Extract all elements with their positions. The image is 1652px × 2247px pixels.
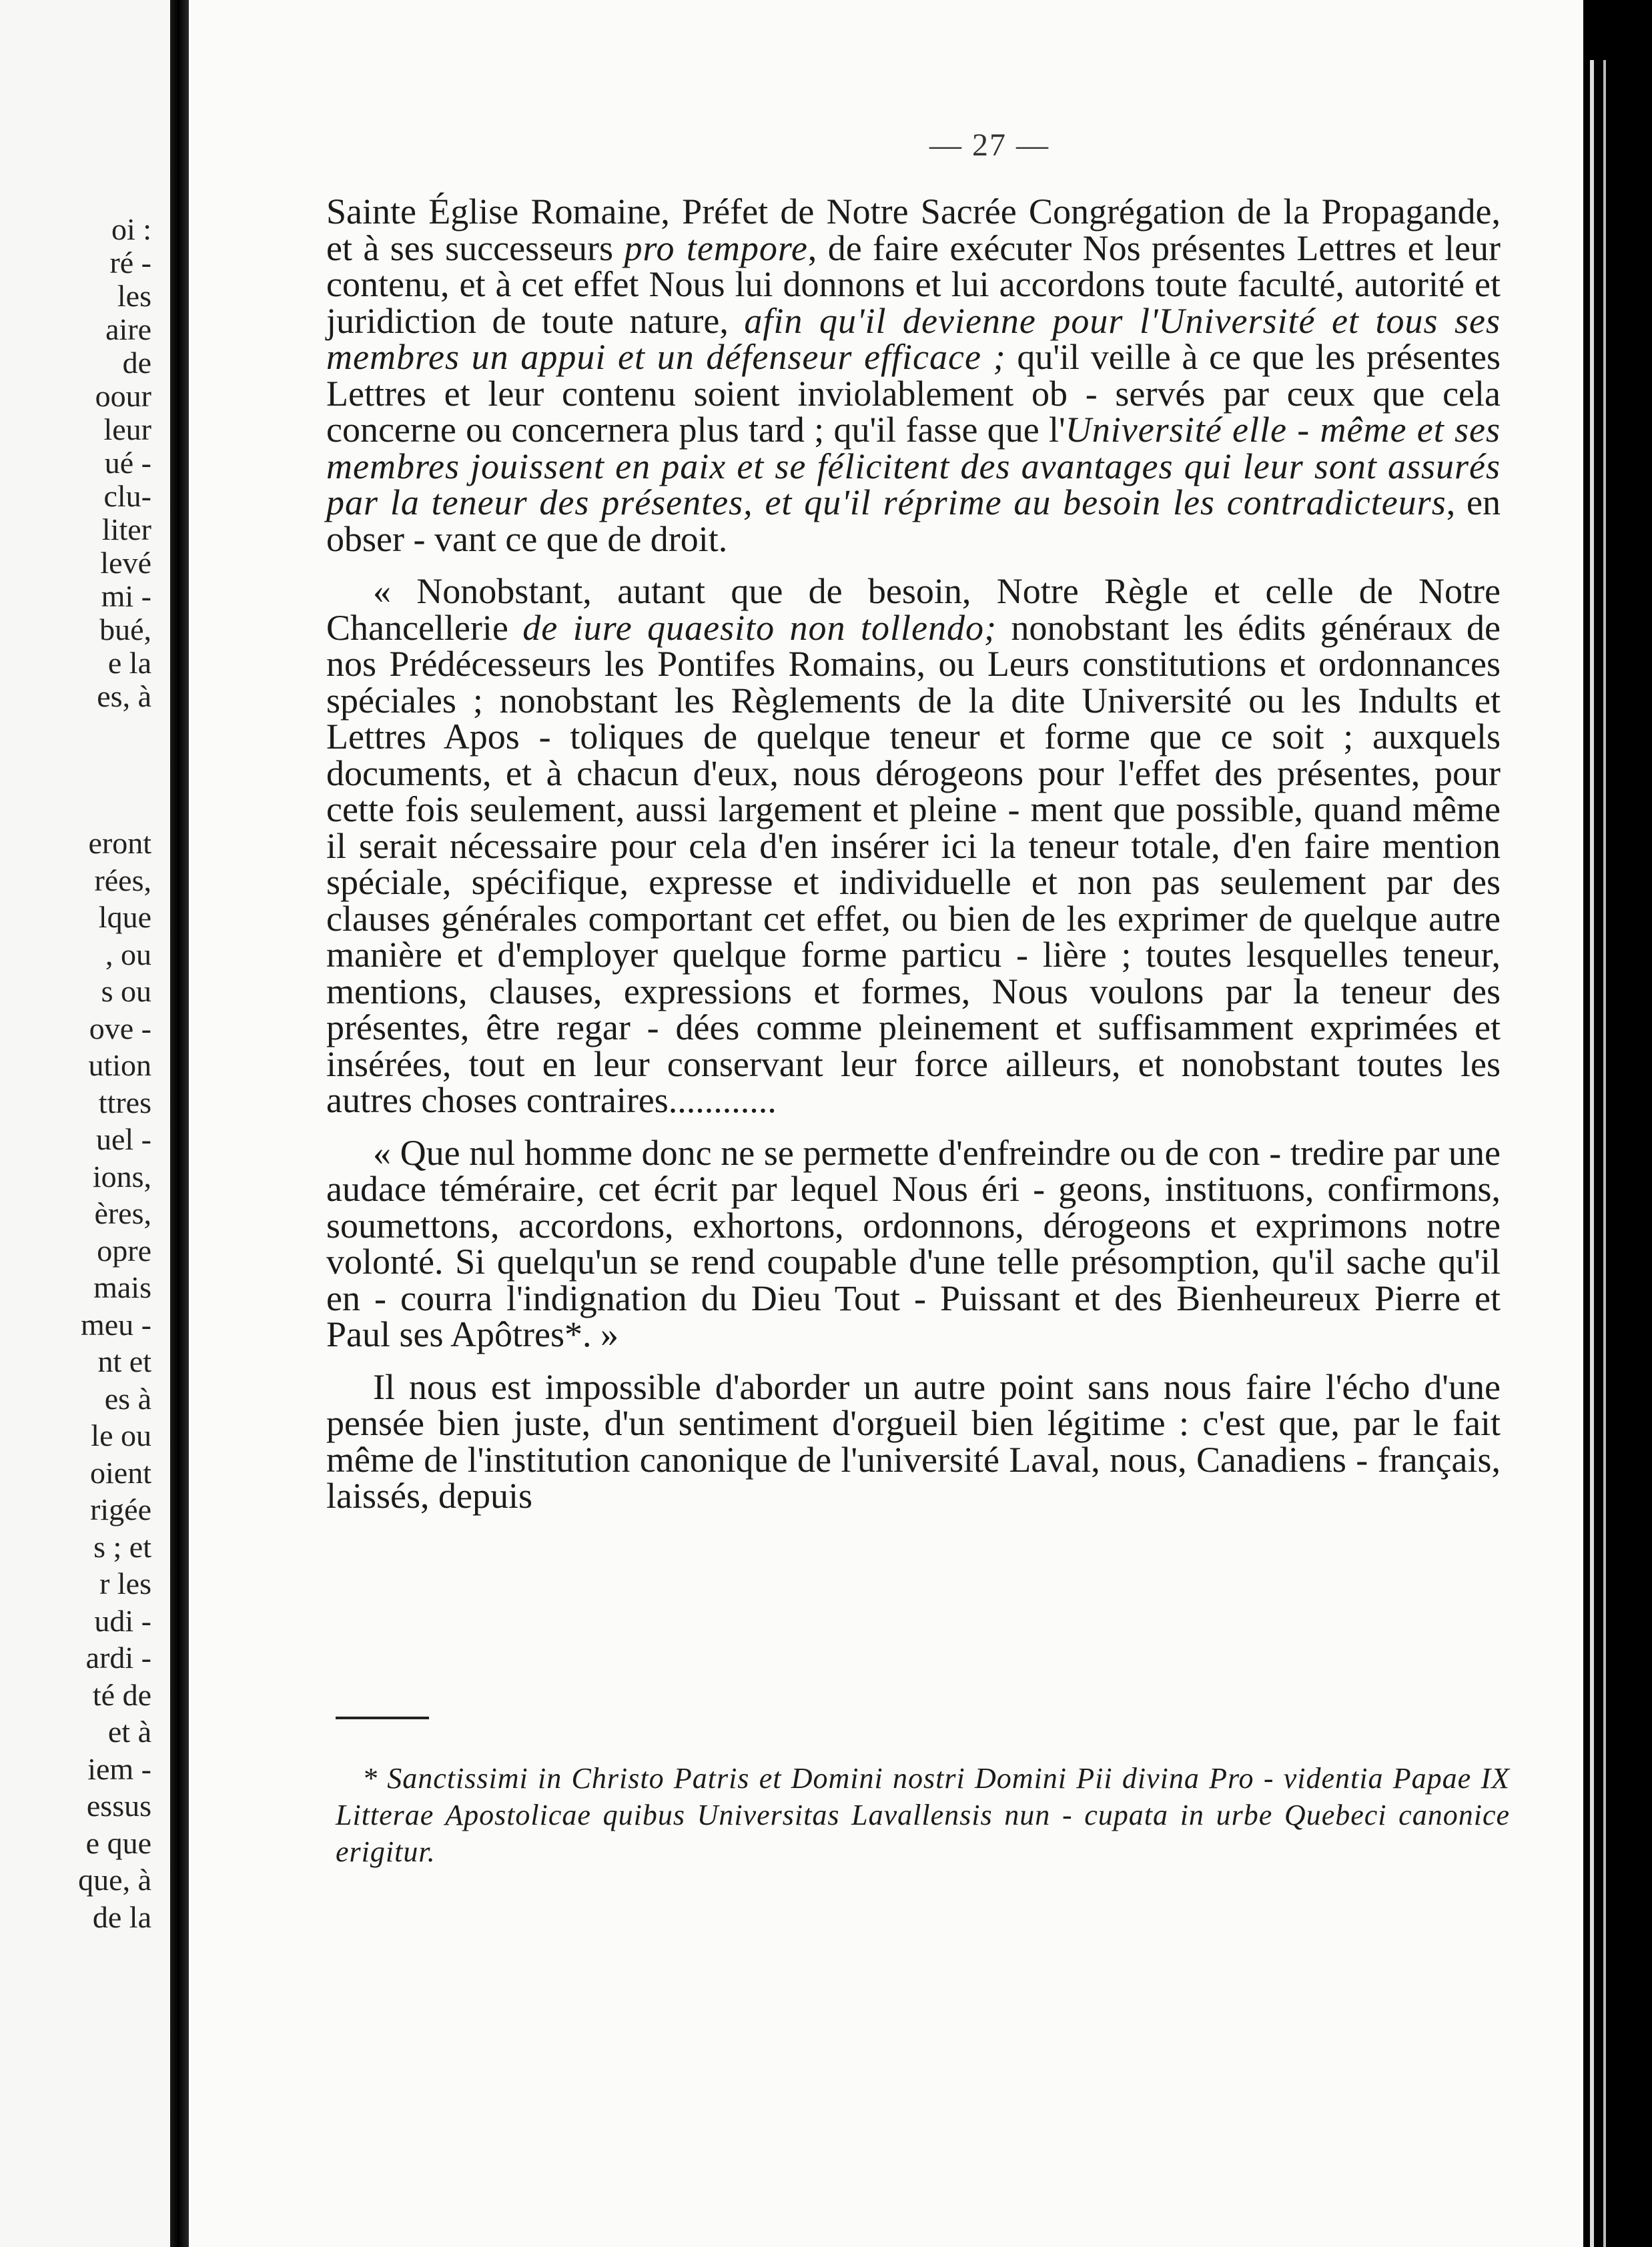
- left-page-fragment: aire: [105, 312, 151, 346]
- left-page-fragment: les: [117, 279, 151, 313]
- left-page-fragment: meu -: [80, 1307, 151, 1342]
- left-page-fragment: ution: [88, 1048, 151, 1082]
- left-page-fragment: ères,: [94, 1196, 151, 1230]
- italic-run: afin qu'il devienne pour l'Université et tous ses membres un appui et un défenseur efficace ;: [326, 300, 1501, 377]
- left-page-fragment: mi -: [101, 579, 151, 613]
- text-run: Il nous est impossible d'aborder un autre point sans nous faire l'écho d'une pensée bien juste, d'un sentiment d'orgueil bien légitime : c'est que, par le fait même de l'institution canonique de l'université Laval, nous, Canadiens - français, laissés, depuis: [326, 1366, 1501, 1516]
- italic-run: Université elle - même et ses membres jouissent en paix et se félicitent des avantages qui leur sont assurés par la teneur des présentes, et qu'il réprime au besoin les contradicteurs: [326, 410, 1501, 522]
- left-page-fragment: s ; et: [93, 1529, 151, 1564]
- left-page-fragment: es à: [104, 1381, 151, 1416]
- main-page: [189, 0, 1583, 2247]
- left-page-fragment: eront: [88, 826, 151, 860]
- book-edge: [1583, 0, 1652, 2247]
- left-page-fragment: bué,: [99, 612, 151, 646]
- left-page-fragment: leur: [103, 412, 151, 446]
- left-page-fragment: iem -: [87, 1751, 151, 1786]
- paragraph: [326, 1366, 1501, 1516]
- italic-run: pro tempore: [624, 228, 808, 268]
- text-run: « Que nul homme donc ne se permette d'enfreindre ou de con - tredire par une audace téméraire, cet écrit par lequel Nous éri - geons, instituons, confirmons, soumettons, accordons, exhortons, ordonnons, dérogeons et exprimons notre volonté. Si quelqu'un se rend coupable d'une telle présomption, qu'il sache qu'il en - courra l'indignation du Dieu Tout - Puissant et des Bienheureux Pierre et Paul ses Apôtres*. »: [326, 1132, 1501, 1354]
- text-run: , en obser - vant ce que de droit.: [326, 482, 1501, 559]
- left-page-fragment: que, à: [78, 1863, 151, 1897]
- left-page-fragment: le ou: [91, 1418, 151, 1452]
- left-page-fragment: rigée: [90, 1492, 151, 1526]
- left-page-fragment: r les: [99, 1566, 151, 1601]
- left-page-fragment: lque: [98, 900, 151, 934]
- left-page-fragment: clu-: [103, 479, 151, 513]
- text-run: nonobstant les édits généraux de nos Prédécesseurs les Pontifes Romains, ou Leurs constitutions et ordonnances spéciales ; nonobstant les Règlements de la dite Université ou les Indults et Lettres Apos - toliques de quelque teneur et forme que ce soit ; auxquels documents, et à chacun d'eux, nous dérogeons pour l'effet des présentes, pour cette fois seulement, aussi largement et pleine - ment que possible, quand même il serait nécessaire pour cela d'en insérer ici la teneur totale, d'en faire mention spéciale, spécifique, expresse et individuelle et non pas seulement par des clauses générales comportant cet effet, ou bien de les exprimer de quelque autre manière et d'employer quelque forme particu - lière ; toutes lesquelles teneur, mentions, clauses, expressions et formes, Nous voulons par la teneur des présentes, être regar - dées comme pleinement et suffisamment exprimées et insérées, tout en leur conservant leur force ailleurs, et nonobstant toutes les autres choses contraires............: [326, 607, 1501, 1120]
- page-edge-stripe: [1590, 60, 1594, 2247]
- left-page-fragment: liter: [101, 512, 151, 546]
- left-page-fragment: opre: [97, 1233, 151, 1268]
- footnote-rule: [336, 1717, 429, 1719]
- left-page-fragment: ardi -: [85, 1641, 151, 1675]
- left-page-fragment: , ou: [105, 937, 151, 971]
- text-run: « Nonobstant, autant que de besoin, Notre Règle et celle de Notre Chancellerie: [326, 571, 1501, 648]
- paragraph: [326, 1132, 1501, 1354]
- left-page-fragment: ré -: [109, 246, 151, 280]
- text-run: , de faire exécuter Nos présentes Lettres et leur contenu, et à cet effet Nous lui donnons et lui accordons toute faculté, autorité et juridiction de toute nature,: [326, 228, 1501, 341]
- left-page-fragment: oient: [90, 1455, 151, 1490]
- left-page-fragment: essus: [86, 1789, 151, 1823]
- left-page-fragment: té de: [92, 1677, 151, 1712]
- left-page-fragment: rées,: [94, 863, 151, 897]
- left-page-fragment: e que: [85, 1825, 151, 1860]
- left-page-fragment: de la: [92, 1899, 151, 1934]
- book-gutter: [170, 0, 189, 2247]
- left-page-fragment: oour: [95, 379, 151, 413]
- left-page-fragment: levé: [100, 546, 151, 580]
- paragraph: [326, 573, 1501, 1119]
- text-run: Sainte Église Romaine, Préfet de Notre Sacrée Congrégation de la Propagande, et à ses successeurs: [326, 191, 1501, 268]
- left-page-fragment: es, à: [97, 679, 151, 713]
- left-page-fragment: oi :: [111, 212, 151, 246]
- left-page-fragment: mais: [93, 1270, 151, 1304]
- left-page-fragment: nt et: [97, 1344, 151, 1378]
- left-page-fragment: de: [122, 346, 151, 380]
- left-page-fragment: ué -: [104, 446, 151, 480]
- footnote: * Sanctissimi in Christo Patris et Domini nostri Domini Pii divina Pro - videntia Papae IX Litterae Apostolicae quibus Universitas Lavallensis nun - cupata in urbe Quebeci canonice erigitur.: [336, 1762, 1510, 1868]
- text-run: qu'il veille à ce que les présentes Lettres et leur contenu soient inviolablement ob - servés par ceux que cela concerne ou concernera plus tard ; qu'il fasse que l': [326, 337, 1501, 450]
- paragraph: [326, 193, 1501, 557]
- left-page-fragment: ions,: [92, 1159, 151, 1194]
- left-page-fragment: e la: [107, 646, 151, 680]
- italic-run: de iure quaesito non tollendo;: [522, 607, 997, 648]
- body-text: [326, 193, 1501, 1514]
- left-page-fragment: et à: [107, 1715, 151, 1749]
- left-page-edge: [0, 0, 170, 2247]
- left-page-fragment: s ou: [101, 974, 151, 1008]
- left-page-fragment: uel -: [95, 1122, 151, 1156]
- page-edge-stripe: [1603, 60, 1606, 2247]
- left-page-fragment: ove -: [89, 1011, 151, 1045]
- left-page-fragment: udi -: [94, 1603, 151, 1638]
- page-number: — 27 —: [929, 127, 1050, 163]
- left-page-fragment: ttres: [98, 1085, 151, 1119]
